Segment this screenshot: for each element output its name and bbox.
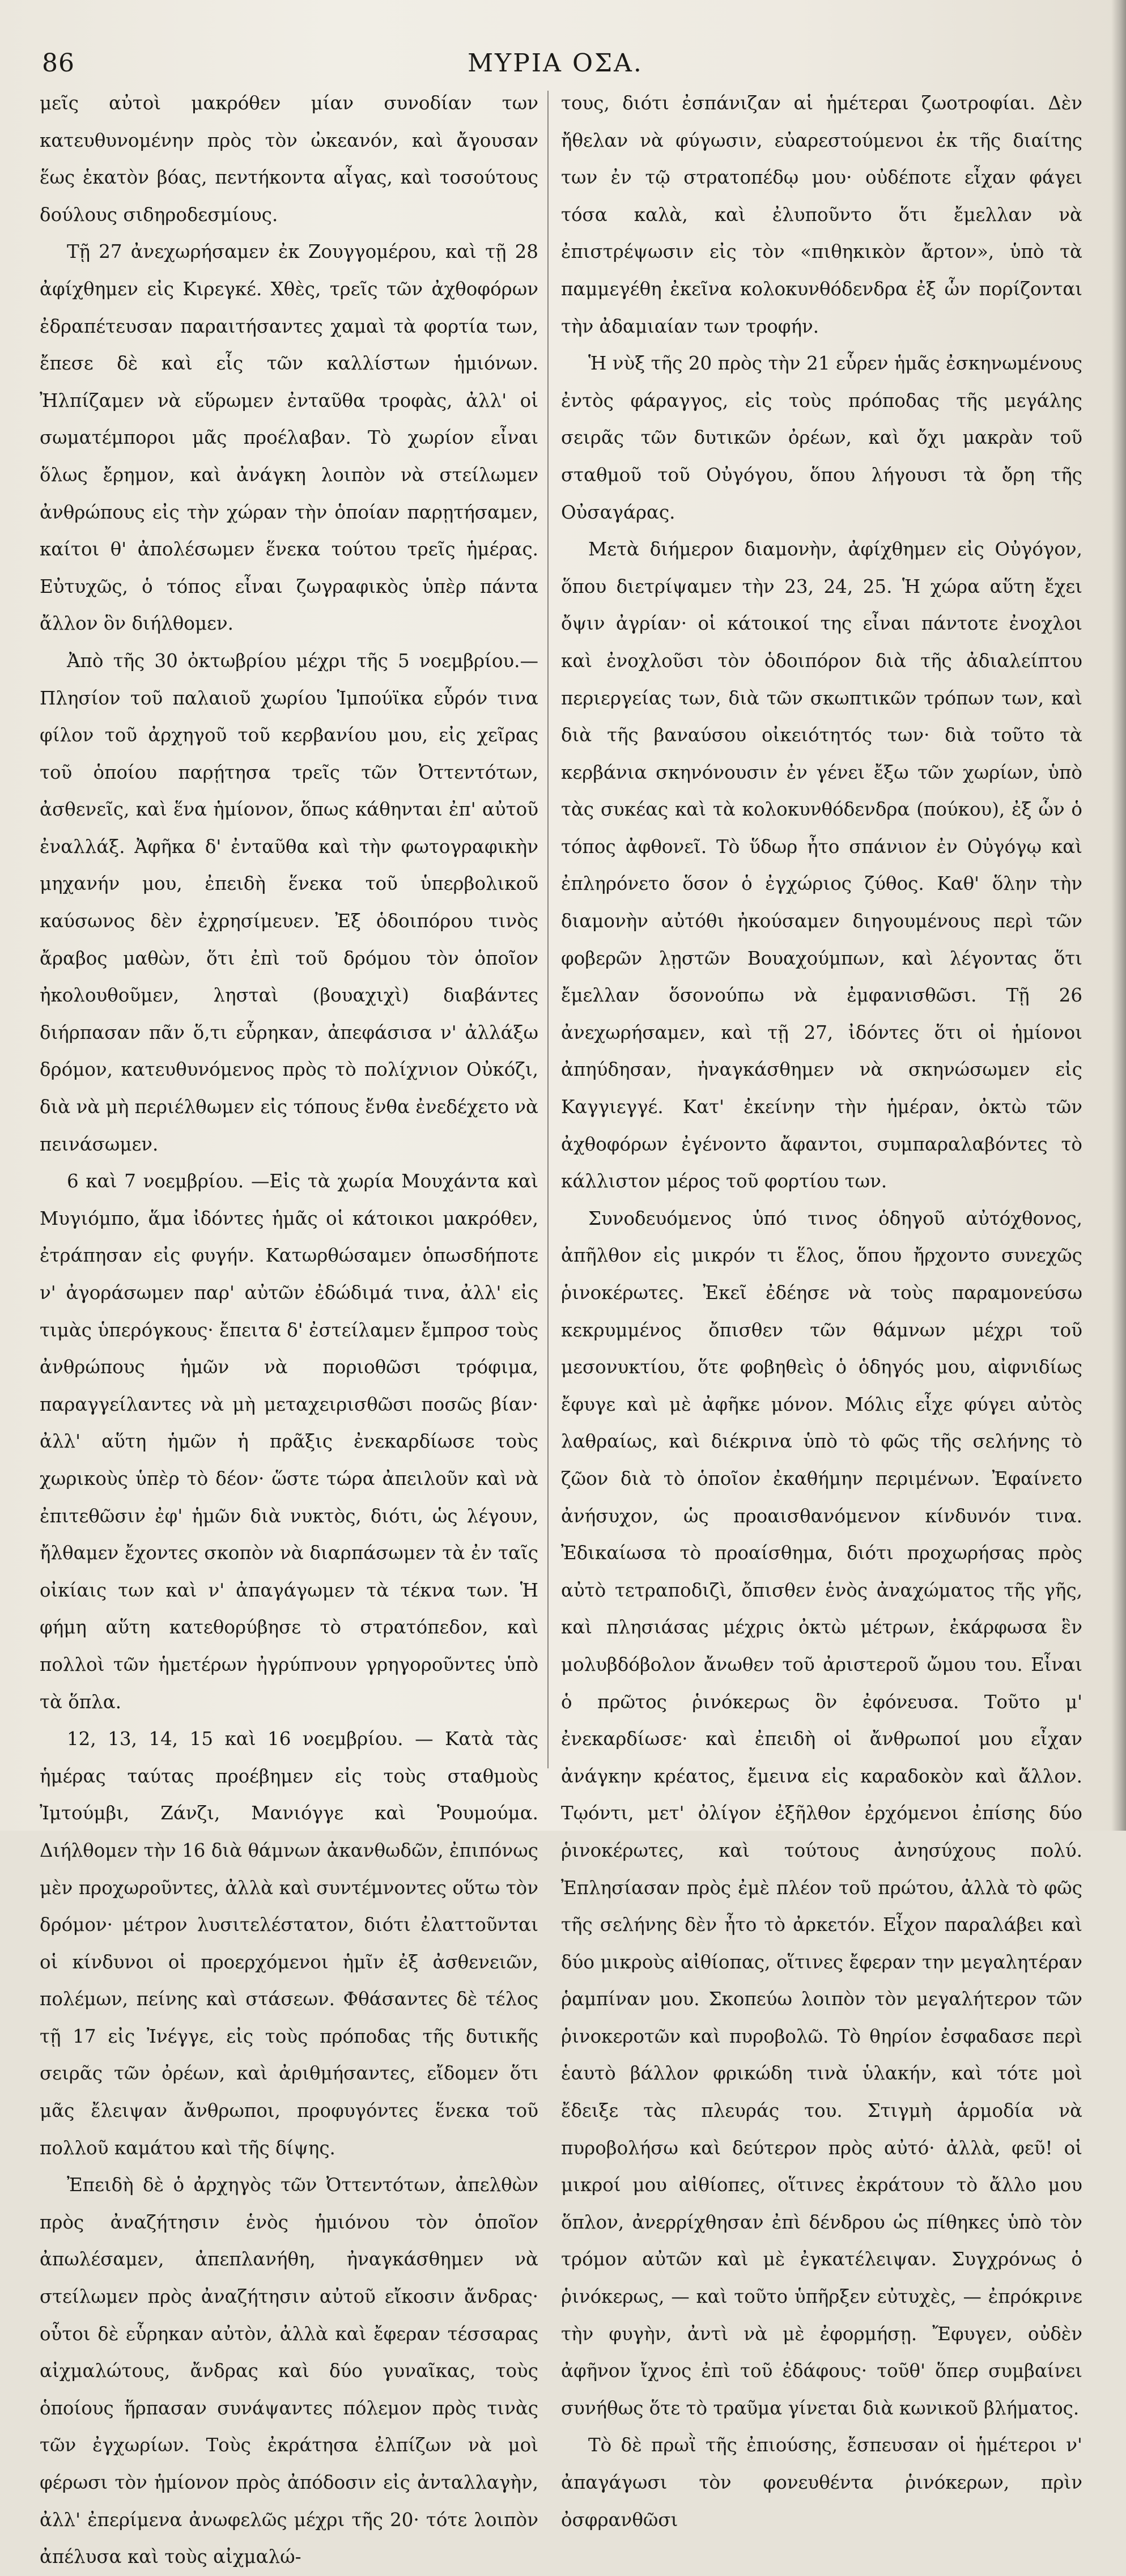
paragraph: Τὸ δὲ πρωῒ τῆς ἐπιούσης, ἔσπευσαν οἱ ἡμέτεροι ν' ἀπαγάγωσι τὸν φονευθέντα ῥινόκερων, πρὶν ὀσφρανθῶσι (561, 2434, 1082, 2531)
running-title: ΜΥΡΙΑ ΟΣΑ. (468, 49, 643, 78)
paragraph: τους, διότι ἐσπάνιζαν αἱ ἡμέτεραι ζωοτροφίαι. Δὲν ἤθελαν νὰ φύγωσιν, εὐαρεστούμενοι ἐκ τῆς διαίτης των ἐν τῷ στρατοπέδῳ μου· οὐδέποτε εἶχαν φάγει τόσα καλὰ, καὶ ἐλυποῦντο ὅτι ἔμελλαν νὰ ἐπιστρέψωσιν εἰς τὸν «πιθηκικὸν ἄρτον», ὑπὸ τὰ παμμεγέθη ἐκεῖνα κολοκυνθόδενδρα ἐξ ὧν πορίζονται τὴν ἀδαμιαίαν των τροφήν. (561, 92, 1082, 337)
paragraph: Ἀπὸ τῆς 30 ὀκτωβρίου μέχρι τῆς 5 νοεμβρίου.— Πλησίον τοῦ παλαιοῦ χωρίου Ἱμπούϊκα εὗρόν τινα φίλον τοῦ ἀρχηγοῦ τοῦ κερβανίου μου, εἰς χεῖρας τοῦ ὁποίου παρῄτησα τρεῖς τῶν Ὀττεντότων, ἀσθενεῖς, καὶ ἕνα ἡμίονον, ὅπως κάθηνται ἐπ' αὐτοῦ ἐναλλάξ. Ἀφῆκα δ' ἐνταῦθα καὶ τὴν φωτογραφικὴν μηχανήν μου, ἐπειδὴ ἕνεκα τοῦ ὑπερβολικοῦ καύσωνος δὲν ἐχρησίμευεν. Ἐξ ὁδοιπόρου τινὸς ἄραβος μαθὼν, ὅτι ἐπὶ τοῦ δρόμου τὸν ὁποῖον ἠκολουθοῦμεν, λησταὶ (βουαχιχὶ) διαβάντες διήρπασαν πᾶν ὅ,τι εὗρηκαν, ἀπεφάσισα ν' ἀλλάξω δρόμον, κατευθυνόμενος πρὸς τὸ πολίχνιον Οὐκόζι, διὰ νὰ μὴ περιέλθωμεν εἰς τόπους ἔνθα ἐνεδέχετο νὰ πεινάσωμεν. (40, 650, 538, 1155)
paragraph: Μετὰ διήμερον διαμονὴν, ἀφίχθημεν εἰς Οὐγόγον, ὅπου διετρίψαμεν τὴν 23, 24, 25. Ἡ χώρα αὕτη ἔχει ὄψιν ἀγρίαν· οἱ κάτοικοί της εἶναι πάντοτε ἐνοχλοι καὶ ἐνοχλοῦσι τὸν ὁδοιπόρον διὰ τῆς ἀδιαλείπτου περιεργείας των, διὰ τῶν σκωπτικῶν τρόπων των, καὶ διὰ τῆς βαναύσου οἰκειότητός των· διὰ τοῦτο τὰ κερβάνια σκηνόνουσιν ἐν γένει ἔξω τῶν χωρίων, ὑπὸ τὰς συκέας καὶ τὰ κολοκυνθόδενδρα (πούκου), ἐξ ὧν ὁ τόπος ἀφθονεῖ. Τὸ ὕδωρ ἦτο σπάνιον ἐν Οὐγόγῳ καὶ ἐπληρόνετο ὅσον ὁ ἐγχώριος ζύθος. Καθ' ὅλην τὴν διαμονὴν αὐτόθι ἠκούσαμεν διηγουμένους περὶ τῶν φοβερῶν λῃστῶν Βουαχούμπων, καὶ λέγοντας ὅτι ἔμελλαν ὅσονούπω νὰ ἐμφανισθῶσι. Τῇ 26 ἀνεχωρήσαμεν, καὶ τῇ 27, ἰδόντες ὅτι οἱ ἡμίονοι ἀπηύδησαν, ἠναγκάσθημεν νὰ σκηνώσωμεν εἰς Καγγιεγγέ. Κατ' ἐκείνην τὴν ἡμέραν, ὀκτὼ τῶν ἀχθοφόρων ἐγένοντο ἄφαντοι, συμπαραλαβόντες τὸ κάλλιστον μέρος τοῦ φορτίου των. (561, 538, 1082, 1192)
column-divider (547, 91, 549, 1768)
paragraph: μεῖς αὐτοὶ μακρόθεν μίαν συνοδίαν των κατευθυνομένην πρὸς τὸν ὠκεανόν, καὶ ἄγουσαν ἕως ἑκατὸν βόας, πεντήκοντα αἶγας, καὶ τοσούτους δούλους σιδηροδεσμίους. (40, 92, 538, 226)
page-number: 86 (42, 49, 75, 78)
left-text-column (40, 85, 538, 2568)
binding-shadow (1111, 0, 1126, 1831)
paragraph: Ἐπειδὴ δὲ ὁ ἀρχηγὸς τῶν Ὀττεντότων, ἀπελθὼν πρὸς ἀναζήτησιν ἑνὸς ἡμιόνου τὸν ὁποῖον ἀπωλέσαμεν, ἀπεπλανήθη, ἠναγκάσθημεν νὰ στείλωμεν πρὸς ἀναζήτησιν αὐτοῦ εἴκοσιν ἄνδρας· οὗτοι δὲ εὗρηκαν αὐτὸν, ἀλλὰ καὶ ἔφεραν τέσσαρας αἰχμαλώτους, ἄνδρας καὶ δύο γυναῖκας, τοὺς ὁποίους ἥρπασαν συνάψαντες πόλεμον πρὸς τινὰς τῶν ἐγχωρίων. Τοὺς ἐκράτησα ἐλπίζων νὰ μοὶ φέρωσι τὸν ἡμίονον πρὸς ἀπόδοσιν εἰς ἀνταλλαγὴν, ἀλλ' ἐπερίμενα ἀνωφελῶς μέχρι τῆς 20· τότε λοιπὸν ἀπέλυσα καὶ τοὺς αἰχμαλώ- (40, 2174, 538, 2568)
paragraph: 12, 13, 14, 15 καὶ 16 νοεμβρίου. — Κατὰ τὰς ἡμέρας ταύτας προέβημεν εἰς τοὺς σταθμοὺς Ἰμτούμβι, Ζάνζι, Μανιόγγε καὶ Ῥουμούμα. Διήλθομεν τὴν 16 διὰ θάμνων ἀκανθωδῶν, ἐπιπόνως μὲν προχωροῦντες, ἀλλὰ καὶ συντέμνοντες οὕτω τὸν δρόμον· μέτρον λυσιτελέστατον, διότι ἐλαττοῦνται οἱ κίνδυνοι οἱ προερχόμενοι ἡμῖν ἐξ ἀσθενειῶν, πολέμων, πείνης καὶ στάσεων. Φθάσαντες δὲ τέλος τῇ 17 εἰς Ἰνέγγε, εἰς τοὺς πρόποδας τῆς δυτικῆς σειρᾶς τῶν ὀρέων, καὶ ἀριθμήσαντες, εἴδομεν ὅτι μᾶς ἔλειψαν ἄνθρωποι, προφυγόντες ἕνεκα τοῦ πολλοῦ καμάτου καὶ τῆς δίψης. (40, 1728, 538, 2159)
running-head (40, 44, 1071, 84)
paragraph: Συνοδευόμενος ὑπό τινος ὁδηγοῦ αὐτόχθονος, ἀπῆλθον εἰς μικρόν τι ἕλος, ὅπου ἤρχοντο συνεχῶς ῥινοκέρωτες. Ἐκεῖ ἐδέησε νὰ τοὺς παραμονεύσω κεκρυμμένος ὄπισθεν τῶν θάμνων μέχρι τοῦ μεσονυκτίου, ὅτε φοβηθεὶς ὁ ὁδηγός μου, αἰφνιδίως ἔφυγε καὶ μὲ ἀφῆκε μόνον. Μόλις εἶχε φύγει αὐτὸς λαθραίως, καὶ διέκρινα ὑπὸ τὸ φῶς τῆς σελήνης τὸ ζῶον διὰ τὸ ὁποῖον ἐκαθήμην περιμένων. Ἐφαίνετο ἀνήσυχον, ὡς προαισθανόμενον κίνδυνόν τινα. Ἐδικαίωσα τὸ προαίσθημα, διότι προχωρήσας πρὸς αὐτὸ τετραποδιζὶ, ὄπισθεν ἑνὸς ἀναχώματος τῆς γῆς, καὶ πλησιάσας μέχρις ὀκτὼ μέτρων, ἐκάρφωσα ἓν μολυβδόβολον ἄνωθεν τοῦ ἀριστεροῦ ὤμου του. Εἶναι ὁ πρῶτος ῥινόκερως ὃν ἐφόνευσα. Τοῦτο μ' ἐνεκαρδίωσε· καὶ ἐπειδὴ οἱ ἄνθρωποί μου εἶχαν ἀνάγκην κρέατος, ἔμεινα εἰς καραδοκὸν καὶ ἄλλον. Τῳόντι, μετ' ὀλίγον ἐξῆλθον ἐρχόμενοι ἐπίσης δύο ῥινοκέρωτες, καὶ τούτους ἀνησύχους πολύ. Ἐπλησίασαν πρὸς ἐμὲ πλέον τοῦ πρώτου, ἀλλὰ τὸ φῶς τῆς σελήνης δὲν ἦτο τὸ ἀρκετόν. Εἶχον παραλάβει καὶ δύο μικροὺς αἰθίοπας, οἵτινες ἔφεραν την μεγαλητέραν ῥαμπίναν μου. Σκοπεύω λοιπὸν τὸν μεγαλήτερον τῶν ῥινοκεροτῶν καὶ πυροβολῶ. Τὸ θηρίον ἐσφαδασε περὶ ἑαυτὸ βάλλον φρικώδη τινὰ ὑλακήν, καὶ τότε μοὶ ἔδειξε τὰς πλευράς του. Στιγμὴ ἁρμοδία νὰ πυροβολήσω καὶ δεύτερον πρὸς αὐτό· ἀλλὰ, φεῦ! οἱ μικροί μου αἰθίοπες, οἵτινες ἐκράτουν τὸ ἄλλο μου ὅπλον, ἀνερρίχθησαν ἐπὶ δένδρου ὡς πίθηκες ὑπὸ τὸν τρόμον αὐτῶν καὶ μὲ ἐγκατέλειψαν. Συγχρόνως ὁ ῥινόκερως, — καὶ τοῦτο ὑπῆρξεν εὐτυχὲς, — ἐπρόκρινε τὴν φυγὴν, ἀντὶ νὰ μὲ ἐφορμήσῃ. Ἔφυγεν, οὐδὲν ἀφῆνον ἴχνος ἐπὶ τοῦ ἐδάφους· τοῦθ' ὅπερ συμβαίνει συνήθως ὅτε τὸ τραῦμα γίνεται διὰ κωνικοῦ βλήματος. (561, 1207, 1082, 2419)
right-text-column (561, 85, 1082, 2531)
paragraph: Τῇ 27 ἀνεχωρήσαμεν ἐκ Ζουγγομέρου, καὶ τῇ 28 ἀφίχθημεν εἰς Κιρεγκέ. Χθὲς, τρεῖς τῶν ἀχθοφόρων ἐδραπέτευσαν παραιτήσαντες χαμαὶ τὰ φορτία των, ἔπεσε δὲ καὶ εἷς τῶν καλλίστων ἡμιόνων. Ἠλπίζαμεν νὰ εὕρωμεν ἐνταῦθα τροφὰς, ἀλλ' οἱ σωματέμποροι μᾶς προέλαβαν. Τὸ χωρίον εἶναι ὅλως ἔρημον, καὶ ἀνάγκη λοιπὸν νὰ στείλωμεν ἀνθρώπους εἰς τὴν χώραν τὴν ὁποίαν παρῃτήσαμεν, καίτοι θ' ἀπολέσωμεν ἕνεκα τούτου τρεῖς ἡμέρας. Εὐτυχῶς, ὁ τόπος εἶναι ζωγραφικὸς ὑπὲρ πάντα ἄλλον ὃν διήλθομεν. (40, 241, 538, 635)
paragraph: Ἡ νὺξ τῆς 20 πρὸς τὴν 21 εὗρεν ἡμᾶς ἐσκηνωμένους ἐντὸς φάραγγος, εἰς τοὺς πρόποδας τῆς μεγάλης σειρᾶς τῶν δυτικῶν ὀρέων, καὶ ὄχι μακρὰν τοῦ σταθμοῦ τοῦ Οὐγόγου, ὅπου λήγουσι τὰ ὄρη τῆς Οὐσαγάρας. (561, 353, 1082, 523)
paragraph: 6 καὶ 7 νοεμβρίου. —Εἰς τὰ χωρία Μουχάντα καὶ Μυγιόμπο, ἅμα ἰδόντες ἡμᾶς οἱ κάτοικοι μακρόθεν, ἐτράπησαν εἰς φυγήν. Κατωρθώσαμεν ὁπωσδήποτε ν' ἀγοράσωμεν παρ' αὐτῶν ἐδώδιμά τινα, ἀλλ' εἰς τιμὰς ὑπερόγκους· ἔπειτα δ' ἐστείλαμεν ἔμπροσ τοὺς ἀνθρώπους ἡμῶν νὰ ποριοθῶσι τρόφιμα, παραγγείλαντες νὰ μὴ μεταχειρισθῶσι ποσῶς βίαν· ἀλλ' αὕτη ἡμῶν ἡ πρᾶξις ἐνεκαρδίωσε τοὺς χωρικοὺς ὑπὲρ τὸ δέον· ὥστε τώρα ἀπειλοῦν καὶ νὰ ἐπιτεθῶσιν ἐφ' ἡμῶν διὰ νυκτὸς, διότι, ὡς λέγουν, ἤλθαμεν ἔχοντες σκοπὸν νὰ διαρπάσωμεν τὰ ἐν ταῖς οἰκίαις των καὶ ν' ἀπαγάγωμεν τὰ τέκνα των. Ἡ φήμη αὕτη κατεθορύβησε τὸ στρατόπεδον, καὶ πολλοὶ τῶν ἡμετέρων ἠγρύπνουν γρηγοροῦντες ὑπὸ τὰ ὅπλα. (40, 1170, 538, 1713)
